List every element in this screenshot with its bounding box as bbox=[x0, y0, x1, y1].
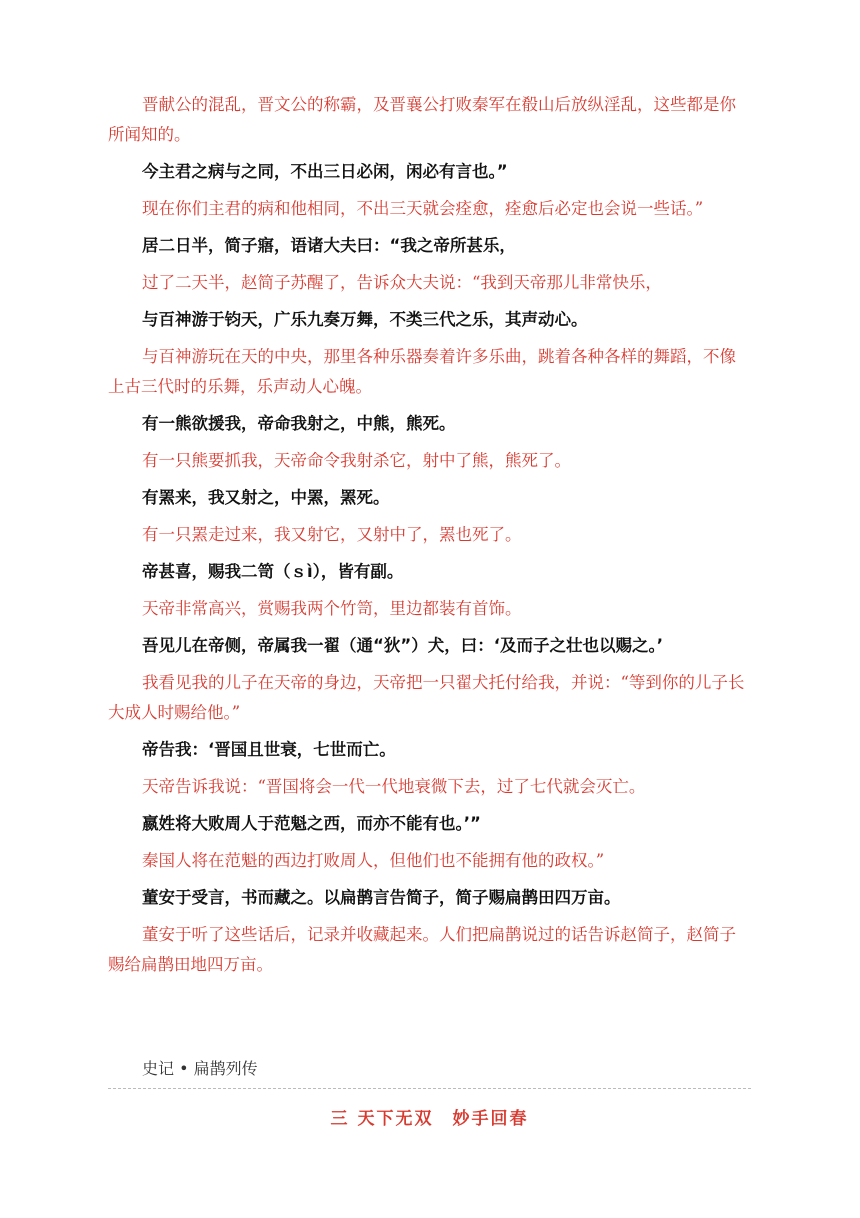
footer-divider bbox=[108, 1088, 751, 1089]
translation-paragraph: 晋献公的混乱，晋文公的称霸，及晋襄公打败秦军在殽山后放纵淫乱，这些都是你所闻知的。 bbox=[108, 95, 736, 144]
original-paragraph: 有一熊欲援我，帝命我射之，中熊，熊死。 bbox=[142, 414, 456, 433]
translation-paragraph: 有一只罴走过来，我又射它，又射中了，罴也死了。 bbox=[142, 525, 522, 544]
original-paragraph: 帝告我：‘晋国且世衰，七世而亡。 bbox=[142, 740, 396, 759]
next-section-heading: 三 天下无双 妙手回春 bbox=[330, 1109, 529, 1129]
translation-paragraph: 有一只熊要抓我，天帝命令我射杀它，射中了熊，熊死了。 bbox=[142, 451, 571, 470]
original-paragraph: 今主君之病与之同，不出三日必闲，闲必有言也。” bbox=[142, 162, 508, 181]
original-paragraph: 嬴姓将大败周人于范魁之西，而亦不能有也。’” bbox=[142, 814, 481, 833]
translation-paragraph: 与百神游玩在天的中央，那里各种乐器奏着许多乐曲，跳着各种各样的舞蹈，不像上古三代时的乐舞，乐声动人心魄。 bbox=[108, 347, 736, 396]
document-body bbox=[108, 90, 751, 987]
translation-paragraph: 秦国人将在范魁的西边打败周人，但他们也不能拥有他的政权。” bbox=[142, 851, 605, 870]
translation-paragraph: 我看见我的儿子在天帝的身边，天帝把一只翟犬托付给我，并说：“等到你的儿子长大成人时赐给他。” bbox=[108, 673, 745, 722]
translation-paragraph: 董安于听了这些话后，记录并收藏起来。人们把扁鹊说过的话告诉赵简子，赵简子赐给扁鹊田地四万亩。 bbox=[108, 925, 736, 974]
original-paragraph: 帝甚喜，赐我二笥（ｓì），皆有副。 bbox=[142, 562, 404, 581]
original-paragraph: 有罴来，我又射之，中罴，罴死。 bbox=[142, 488, 390, 507]
page-footer-source: 史记 • 扁鹊列传 bbox=[142, 1059, 258, 1078]
translation-paragraph: 现在你们主君的病和他相同，不出三天就会痊愈，痊愈后必定也会说一些话。” bbox=[142, 199, 704, 218]
translation-paragraph: 天帝非常高兴，赏赐我两个竹笥，里边都装有首饰。 bbox=[142, 599, 522, 618]
original-paragraph: 吾见儿在帝侧，帝属我一翟（通“狄”）犬，曰：‘及而子之壮也以赐之。’ bbox=[142, 636, 663, 655]
original-paragraph: 居二日半，简子寤，语诸大夫曰：“我之帝所甚乐， bbox=[142, 236, 516, 255]
original-paragraph: 董安于受言，书而藏之。以扁鹊言告简子，简子赐扁鹊田四万亩。 bbox=[142, 888, 621, 907]
translation-paragraph: 过了二天半，赵简子苏醒了，告诉众大夫说：“我到天帝那儿非常快乐， bbox=[142, 273, 662, 292]
translation-paragraph: 天帝告诉我说：“晋国将会一代一代地衰微下去，过了七代就会灭亡。 bbox=[142, 777, 646, 796]
original-paragraph: 与百神游于钧天，广乐九奏万舞，不类三代之乐，其声动心。 bbox=[142, 310, 588, 329]
